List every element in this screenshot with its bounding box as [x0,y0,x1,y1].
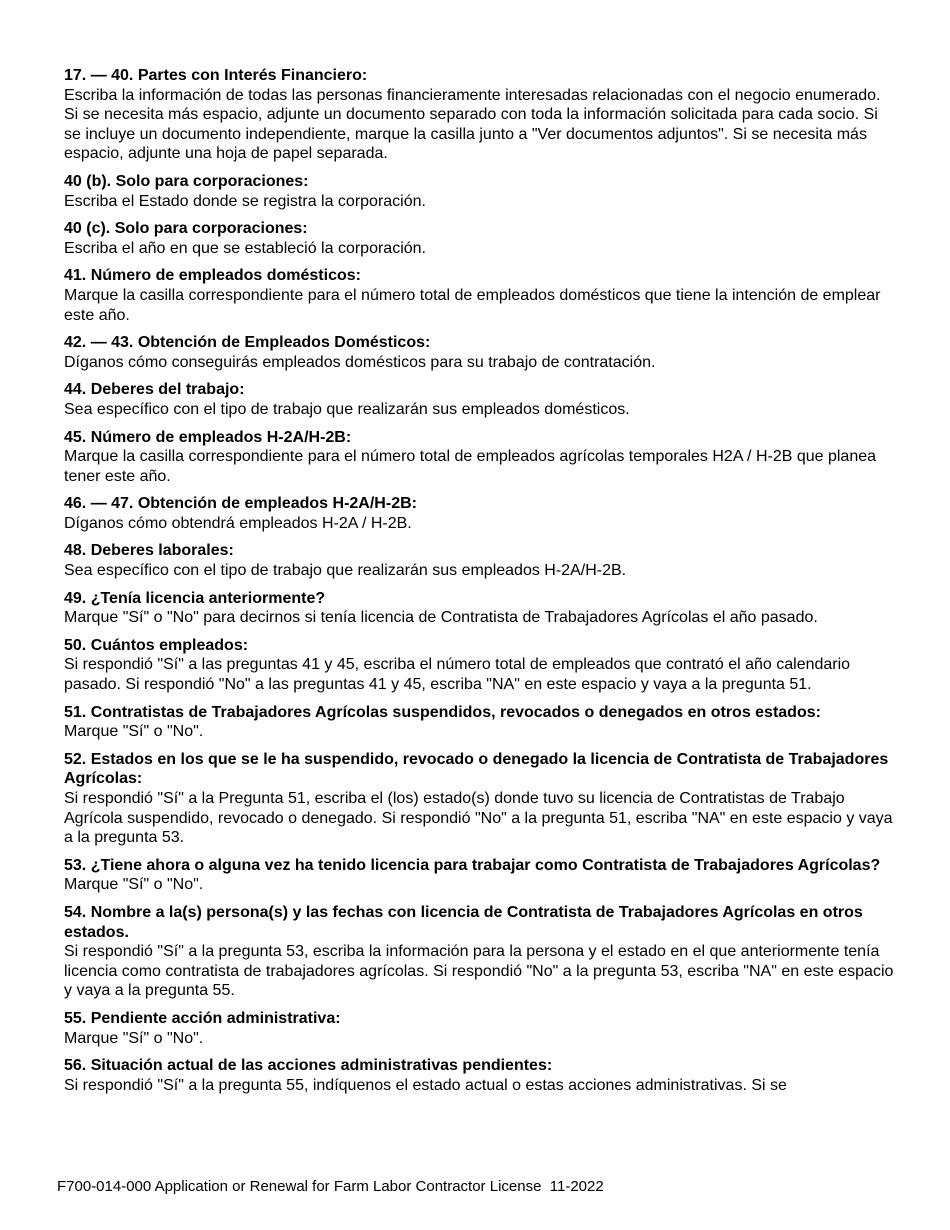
section-heading: 52. Estados en los que se le ha suspendido, revocado o denegado la licencia de Contratista de Trabajadores Agrícolas: [64,750,889,788]
section-heading: 54. Nombre a la(s) persona(s) y las fechas con licencia de Contratista de Trabajadores Agrícolas en otros estados. [64,903,863,941]
section-body: Escriba el Estado donde se registra la corporación. [64,192,426,210]
section-body: Marque la casilla correspondiente para el número total de empleados domésticos que tiene la intención de emplear este año. [64,286,881,324]
section-heading: 45. Número de empleados H-2A/H-2B: [64,428,352,446]
section-body: Díganos cómo obtendrá empleados H-2A / H-2B. [64,514,412,532]
section-heading: 51. Contratistas de Trabajadores Agrícolas suspendidos, revocados o denegados en otros estados: [64,703,821,721]
section-heading: 42. — 43. Obtención de Empleados Domésticos: [64,334,431,352]
section-55 [64,1009,894,1048]
section-heading: 55. Pendiente acción administrativa: [64,1009,341,1027]
section-body: Escriba el año en que se estableció la corporación. [64,239,426,257]
section-45 [64,428,894,487]
section-50 [64,636,894,695]
section-body: Sea específico con el tipo de trabajo que realizarán sus empleados domésticos. [64,400,630,418]
section-body: Marque "Sí" o "No". [64,876,204,894]
section-heading: 40 (c). Solo para corporaciones: [64,220,308,238]
section-56 [64,1056,894,1095]
section-46-47 [64,494,894,533]
section-heading: 49. ¿Tenía licencia anteriormente? [64,589,326,607]
section-body: Si respondió "Sí" a la pregunta 55, indíquenos el estado actual o estas acciones administrativas. Si se [64,1076,787,1094]
section-heading: 41. Número de empleados domésticos: [64,267,361,285]
section-49 [64,589,894,628]
section-body: Marque "Sí" o "No" para decirnos si tenía licencia de Contratista de Trabajadores Agrícolas el año pasado. [64,609,818,627]
section-heading: 50. Cuántos empleados: [64,636,249,654]
section-body: Si respondió "Sí" a la pregunta 53, escriba la información para la persona y el estado en el que anteriormente tenía licencia como contratista de trabajadores agrícolas. Si respondió "No" a la pregunta 53, escriba "NA" en este espacio y vaya a la pregunta 55. [64,943,894,1000]
section-54 [64,903,894,1001]
section-17-40 [64,66,894,164]
section-body: Marque "Sí" o "No". [64,1029,204,1047]
form-footer: F700-014-000 Application or Renewal for Farm Labor Contractor License 11-2022 [57,1178,604,1195]
section-40b [64,172,894,211]
section-40c [64,219,894,258]
section-44 [64,380,894,419]
section-body: Díganos cómo conseguirás empleados domésticos para su trabajo de contratación. [64,353,656,371]
section-body: Sea específico con el tipo de trabajo que realizarán sus empleados H-2A/H-2B. [64,562,627,580]
section-body: Si respondió "Sí" a la Pregunta 51, escriba el (los) estado(s) donde tuvo su licencia de Contratistas de Trabajo Agrícola suspendido, revocado o denegado. Si respondió "No" a la pregunta 51, escriba "NA" en este espacio y vaya a la pregunta 53. [64,790,893,847]
section-heading: 17. — 40. Partes con Interés Financiero: [64,67,368,84]
section-52 [64,750,894,848]
section-body: Si respondió "Sí" a las preguntas 41 y 45, escriba el número total de empleados que contrató el año calendario pasado. Si respondió "No" a las preguntas 41 y 45, escriba "NA" en este espacio y vaya a la pregunta 51. [64,656,851,694]
section-heading: 40 (b). Solo para corporaciones: [64,172,309,190]
section-heading: 48. Deberes laborales: [64,542,234,560]
section-heading: 46. — 47. Obtención de empleados H-2A/H-2B: [64,495,417,513]
section-53 [64,856,894,895]
section-body: Escriba la información de todas las personas financieramente interesadas relacionadas con el negocio enumerado. Si se necesita más espacio, adjunte un documento separado con toda la información solicitada para cada socio. Si se incluye un documento independiente, marque la casilla junto a "Ver documentos adjuntos". Si se necesita más espacio, adjunte una hoja de papel separada. [64,86,881,163]
section-heading: 44. Deberes del trabajo: [64,381,245,399]
section-42-43 [64,333,894,372]
section-41 [64,266,894,325]
instructions-content [64,66,894,1103]
section-51 [64,703,894,742]
section-heading: 56. Situación actual de las acciones administrativas pendientes: [64,1057,553,1075]
section-body: Marque la casilla correspondiente para el número total de empleados agrícolas temporales H2A / H-2B que planea tener este año. [64,448,877,485]
section-body: Marque "Sí" o "No". [64,723,204,741]
section-48 [64,541,894,580]
section-heading: 53. ¿Tiene ahora o alguna vez ha tenido licencia para trabajar como Contratista de Trabajadores Agrícolas? [64,856,881,874]
